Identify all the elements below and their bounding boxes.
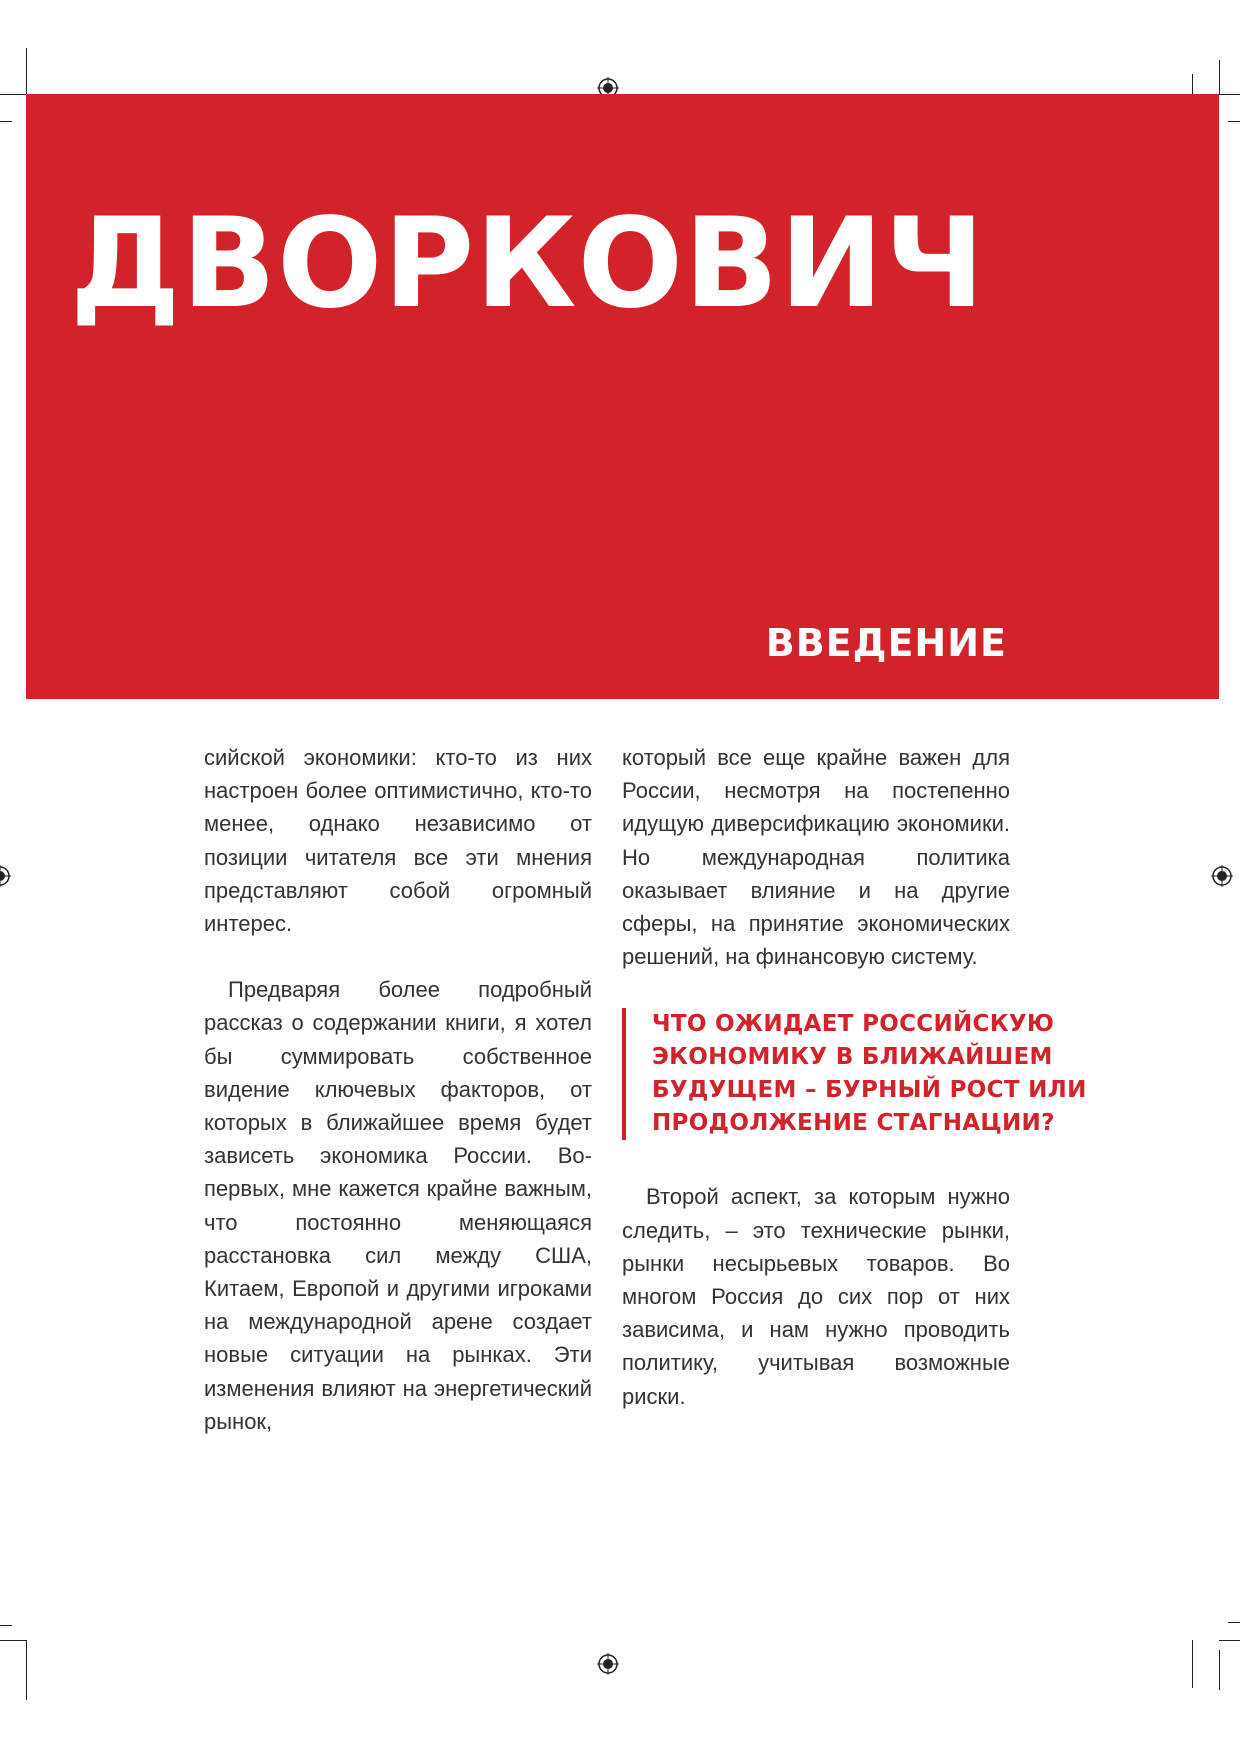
body-paragraph: Предваряя более подробный рассказ о содержании книги, я хотел бы суммировать собственное видение ключевых факторов, от которых в ближайшее время будет зависеть экономика России. Во-первых, мне кажется крайне важным, что постоянно меняющаяся расстановка сил между США, Китаем, Европой и другими игроками на международной арене создает новые ситуации на рынках. Эти изменения влияют на энергетический рынок,	[204, 977, 592, 1434]
crop-mark	[1192, 1640, 1193, 1688]
crop-mark	[0, 1640, 26, 1641]
body-paragraph: который все еще крайне важен для России, несмотря на постепенно идущую диверсификацию экономики. Но международная политика оказывает влияние и на другие сферы, на принятие экономических решений, на финансовую систему.	[622, 745, 1010, 970]
text-column-right	[622, 741, 1087, 1413]
author-name: ДВОРКОВИЧ	[70, 192, 986, 336]
body-paragraph: Второй аспект, за которым нужно следить, – это технические рынки, рынки несырьевых товаров. Во многом Россия до сих пор от них зависима, и нам нужно проводить политику, учитывая возможные риски.	[622, 1184, 1010, 1409]
registration-mark-icon	[597, 1653, 619, 1675]
section-title: ВВЕДЕНИЕ	[765, 621, 1007, 665]
crop-mark	[1219, 94, 1240, 95]
body-paragraph: сийской экономики: кто-то из них настроен более оптимистично, кто-то менее, однако независимо от позиции читателя все эти мнения представляют собой огромный интерес.	[204, 745, 592, 937]
registration-mark-icon	[0, 865, 11, 887]
text-column-left	[204, 741, 592, 1438]
crop-mark	[26, 1640, 27, 1700]
registration-mark-icon	[1211, 865, 1233, 887]
crop-mark	[1219, 60, 1220, 94]
pull-quote: ЧТО ОЖИДАЕТ РОССИЙСКУЮ ЭКОНОМИКУ В БЛИЖАЙШЕМ БУДУЩЕМ – БУРНЫЙ РОСТ ИЛИ ПРОДОЛЖЕНИЕ СТАГНАЦИИ?	[622, 1008, 1092, 1140]
crop-mark	[0, 121, 12, 122]
crop-mark	[1228, 121, 1240, 122]
header-banner	[26, 94, 1219, 699]
crop-mark	[0, 94, 26, 95]
crop-mark	[0, 1625, 12, 1626]
crop-mark	[1219, 1650, 1220, 1690]
crop-mark	[1228, 1622, 1240, 1623]
crop-mark	[1219, 1640, 1240, 1641]
crop-mark	[26, 48, 27, 94]
